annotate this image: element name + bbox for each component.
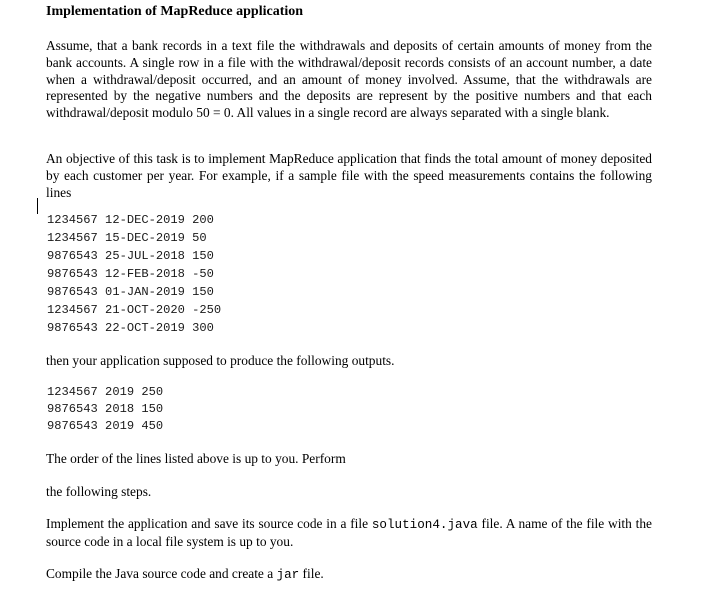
text-cursor [37, 198, 38, 214]
step-implement-text-after: file. A name of the file with the source code in a local file system is up to you. [46, 516, 652, 549]
output-line: 1234567 2019 250 [47, 385, 164, 399]
paragraph-order-note: The order of the lines listed above is up to you. Perform [46, 451, 346, 466]
step-compile-text-after: file. [299, 566, 324, 581]
input-line: 1234567 21-OCT-2020 -250 [47, 303, 222, 317]
paragraph-expected-output-intro: then your application supposed to produce the following outputs. [46, 353, 395, 368]
document-title: Implementation of MapReduce application [46, 4, 304, 19]
input-line: 9876543 22-OCT-2019 300 [47, 321, 214, 335]
paragraph-step-implement [46, 516, 652, 551]
output-line: 9876543 2019 450 [47, 419, 164, 433]
paragraph-steps: the following steps. [46, 484, 152, 499]
input-line: 9876543 25-JUL-2018 150 [47, 249, 214, 263]
step-compile-text-before: Compile the Java source code and create a [46, 566, 277, 581]
input-line: 1234567 12-DEC-2019 200 [47, 213, 214, 227]
paragraph-objective: An objective of this task is to implement MapReduce application that finds the total amount of money deposited by each customer per year. For example, if a sample file with the speed measurements contains the following lines [46, 151, 652, 200]
step-implement-text-before: Implement the application and save its source code in a file [46, 516, 372, 531]
input-line: 9876543 12-FEB-2018 -50 [47, 267, 214, 281]
input-line: 9876543 01-JAN-2019 150 [47, 285, 214, 299]
paragraph-step-compile [46, 566, 652, 584]
paragraph-problem-description: Assume, that a bank records in a text file the withdrawals and deposits of certain amounts of money from the bank accounts. A single row in a file with the withdrawal/deposit records consists of an account number, a date when a withdrawal/deposit occurred, and an amount of money involved. Assume, that the withdrawals are represented by the negative numbers and the deposits are represent by the positive numbers and that each withdrawal/deposit modulo 50 = 0. All values in a single record are always separated with a single blank. [46, 38, 652, 121]
jar-keyword: jar [276, 568, 300, 582]
output-line: 9876543 2018 150 [47, 402, 164, 416]
solution-filename: solution4.java [371, 518, 478, 532]
input-line: 1234567 15-DEC-2019 50 [47, 231, 207, 245]
